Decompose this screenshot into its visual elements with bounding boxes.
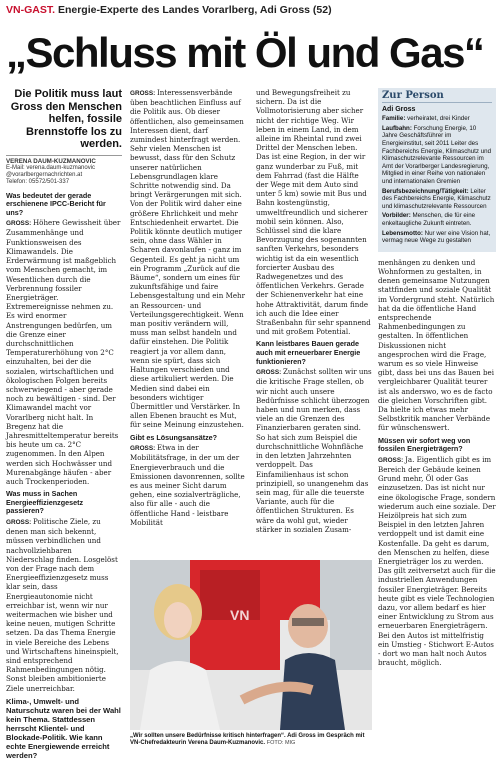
answer	[130, 88, 246, 430]
photo-caption	[130, 733, 372, 755]
kicker	[6, 4, 496, 20]
question: Klima-, Umwelt- und Naturschutz waren bei der Wahl kein Thema. Stattdessen herrscht Klientel- und Blockade-Politik. Wie kann echte Energiewende erreicht werden?	[6, 696, 121, 760]
column-2	[130, 88, 246, 550]
profile-row	[382, 188, 492, 211]
answer	[6, 517, 122, 693]
profile-row	[382, 125, 492, 186]
answer	[256, 367, 372, 534]
headline: „Schluss mit Öl und Gas“	[6, 29, 484, 76]
profile-row-value: Nur wer eine Vision hat, vermag neue Wege zu gestalten	[382, 229, 491, 245]
column-2-body	[130, 88, 246, 527]
answer-text: Zunächst sollten wir uns die kritische Frage stellen, ob wir nicht auch unsere Bedürfnisse schlicht überzogen haben und nun merken, dass viele an die Grenzen des Finanzierbaren geraten sind. So hat sich zum Beispiel die durchschnittliche Wohnfläche in den letzten Jahrzehnten verdoppelt. Das Einfamilienhaus ist schon prinzipiell, so unangenehm das sein mag, für alle die teuerste Variante, auch für die öffentlichen Strukturen. Es wäre da wohl gut, wieder stärker in sozialen Zusam-	[256, 367, 372, 534]
profile-row-key: Berufsbezeichnung/Tätigkeit:	[382, 187, 471, 195]
answer	[378, 455, 496, 668]
column-1	[6, 88, 122, 760]
answer-text: Politische Ziele, zu denen man sich bekennt, müssen verbindlichen und nachvollziehbaren Niederschlag finden. Losgelöst von der Frage nach dem Energieeffizienzgesetz muss klar sein, dass Energieautonomie nicht erreichbar ist, wenn wir nur weitermachen wie bisher und keine neuen, mutigen Schritte setzen. Da das Thema Energie in viele Bereiche des Lebens und Wirtschaftens hineinspielt, sind entsprechend Rahmenbedingungen nötig. Sonst bleiben ambitionierte Ziele unerreichbar.	[6, 516, 119, 693]
speaker-label: GROSS:	[130, 90, 157, 97]
photo-bg-text: VN	[230, 607, 250, 623]
author-email[interactable]: E-Mail: verena.daum-kuzmanovic @vorarlbergernachrichten.at	[6, 164, 96, 178]
answer	[130, 443, 246, 527]
profile-title: Zur Person	[382, 92, 492, 103]
column-1-body	[6, 192, 122, 760]
profile-rows	[382, 115, 492, 245]
column-4	[378, 88, 496, 753]
profile-box	[378, 88, 496, 252]
author-name: VERENA DAUM-KUZMANOVIC	[6, 157, 96, 165]
question: Müssen wir sofort weg von fossilen Energieträgern?	[378, 435, 471, 454]
interview-photo	[130, 560, 372, 730]
question: Gibt es Lösungsansätze?	[130, 432, 218, 442]
caption-credit: FOTO: MIG	[266, 740, 296, 746]
answer-text: Etwa in der Mobilitätsfrage, in der um der Energieverbrauch und die Emissionen davonrennen, sollte es aus meiner Sicht darum gehen, eine sozialverträgliche, also für alle - auch die öffentliche Hand - leistbare Mobilität	[130, 443, 245, 527]
kicker-tag: VN-GAST.	[6, 4, 56, 16]
profile-row-value: Menschen, die für eine enkeltaugliche Zukunft eintreten.	[382, 212, 476, 227]
profile-row-value: Forschung Energie, 10 Jahre Geschäftsführer im Energieinstitut, seit 2011 Leiter des Fachbereichs Energie, Klimaschutz und Klimaschutzrelevante Ressourcen im Amt der Vorarlberger Landesregierung, Mitglied in einer Reihe von nationalen und internationalen Gremien	[382, 124, 492, 185]
caption-text: „Wir sollten unsere Bedürfnisse kritisch hinterfragen“. Adi Gross im Gespräch mit VN-Chefredakteurin Verena Daum-Kuzmanovic.	[130, 733, 365, 746]
profile-row-key: Vorbilder:	[382, 212, 413, 220]
answer-text: Höhere Gewissheit über Zusammenhänge und Funktionsweisen des Klimawandels. Die Erderwärmung ist maßgeblich vom Menschen gemacht, im Wesentlichen durch die Verbrennung fossiler Energieträger. Extremereignisse nehmen zu. Es wird enormer Anstrengungen bedürfen, um die Grenze einer durchschnittlichen Temperaturerhöhung von 2°C einzuhalten, bei der die sozialen, wirtschaftlichen und ökologischen Folgen bereits schwerwiegend - aber gerade noch zu bewältigen - sind. Der Klimawandel macht vor Vorarlberg nicht halt. In Bregenz hat die Jahresmitteltemperatur bereits bis heute um ca. 2°C zugenommen. In den Alpen werden sich Hochwässer und Murenabgänge häufen - aber auch Trockenperioden.	[6, 218, 121, 486]
answer-text: Ja. Eigentlich gibt es im Bereich der Gebäude keinen Grund mehr, Öl oder Gas einzusetzen. Das ist nicht nur eine ökologische Frage, sondern wiederum auch eine soziale. Der Heizölpreis hat sich zum Beispiel in den letzten Jahren verdoppelt und ist damit eine Kostenfalle. Da geht es darum, den Menschen zu helfen, diese Energieträger los zu werden. Das gilt zeitversetzt auch für die industriellen Anwendungen fossiler Energieträger. Bereits heute gibt es viele Technologien dazu, vor allem bedarf es hier einer Entwicklung zu Strom aus erneuerbaren Energieträgern. Bei den Autos ist mittelfristig ein Umstieg - Stichwort E-Autos - dort wo man halt noch Autos braucht, möglich.	[378, 454, 496, 668]
answer	[6, 218, 122, 486]
column-3	[256, 88, 372, 550]
speaker-label: GROSS:	[6, 518, 33, 526]
column-3-body	[256, 88, 372, 534]
profile-row	[382, 115, 492, 123]
profile-row-key: Lebensmotto:	[382, 229, 425, 237]
answer-text: Interessensverbände üben beachtlichen Einfluss auf die Politik aus. Ob dieser öffentlichen, also gemeinsamen Interessen dient, darf zumindest hinterfragt werden. Sehr vielen Menschen ist bewusst, dass für den Schutz unserer natürlichen Lebensgrundlagen klare Schritte notwendig sind. Da bringt Verärgerungen mit sich. Von der Politik wird daher eine größere Ehrlichkeit und mehr Entschiedenheit erwartet. Die Politik könnte deutlich mutiger sein, ohne dass Wähler in Scharen davonlaufen - ganz im Gegenteil. Es geht ja nicht um ein Programm „Zurück auf die Bäume“, sondern um eines für zukunftsfähige und faire Lebensgestaltung und ein Mehr an Ressourcen- und Verteilungsgerechtigkeit. Wenn man positiv verändern will, muss man selbst handeln und dafür einstehen. Die Politik reagiert ja vor allem dann, wenn sie spürt, dass sich Haltungen verschieden und diese artikuliert werden. Die Medien sind dabei ein besonders wichtiger Übermittler und Verstärker. In allen Ebenen braucht es Mut, für seine Meinung einzustehen.	[130, 88, 246, 430]
author-phone: Telefon: 05572/501-337	[6, 178, 70, 185]
profile-name: Adi Gross	[382, 105, 416, 113]
profile-row-value: Leiter des Fachbereichs Energie, Klimaschutz und klimaschutzrelevante Ressourcen	[382, 187, 491, 210]
speaker-label: GROSS:	[256, 369, 283, 377]
profile-row-key: Laufbahn:	[382, 124, 414, 132]
paragraph: menhängen zu denken und Wohnformen zu gestalten, in denen gemeinsame Nutzungen stattfinden und soziale Qualität im Vordergrund steht. Natürlich hat da die öffentliche Hand entsprechende Rahmenbedingungen zu gestalten. In öffentlichen Diskussionen nicht angesprochen wird die Frage, warum es so viele Hinweise gibt, dass bei uns das Bauen bei vergleichbarer Qualität teurer ist als anderswo, wo es de facto die gleichen Vorschriften gibt. Da hielte ich etwas mehr Selbstkritik mancher Verbände für wünschenswert.	[378, 257, 495, 433]
profile-row-value: verheiratet, drei Kinder	[407, 115, 470, 123]
speaker-label: GROSS:	[130, 445, 157, 453]
paragraph: und Bewegungsfreiheit zu sichern. Da ist die Vollmotorisierung aber sicher nicht der richtige Weg. Wir leben in einem Land, in dem alleine im Rheintal rund zwei Drittel der Menschen leben. Das ist eine Region, in der wir ganz wunderbar zu Fuß, mit dem Fahrrad (fast die Hälfte der Wege mit dem Auto sind unter 5 km) sowie mit Bus und Bahn kostengünstig, umweltfreundlich und sicherer mobil sein können. Also, Schlüssel sind die klare Bevorzugung des sogenannten sanften Verkehrs, besonders wichtig ist da ein wesentlich forcierter Ausbau des Radwegenetzes und des öffentlichen Verkehrs. Gerade der Schienenverkehr hat eine hohe Attraktivität, darum finde ich auch die Idee einer Straßenbahn für sehr spannend und mit großem Potential.	[256, 88, 371, 337]
profile-row	[382, 230, 492, 245]
column-4-body	[378, 258, 496, 668]
question: Was bedeutet der gerade erschienene IPCC-Bericht für uns?	[6, 190, 106, 217]
photo-illustration	[130, 560, 372, 730]
author-box	[6, 155, 122, 186]
question: Kann leistbares Bauen gerade auch mit erneuerbarer Energie funktionieren?	[256, 339, 361, 366]
question: Was muss in Sachen Energieeffizienzgesetz passieren?	[6, 489, 84, 516]
kicker-text: Energie-Experte des Landes Vorarlberg, Adi Gross (52)	[57, 4, 332, 16]
profile-row-key: Familie:	[382, 115, 408, 123]
lede: Die Politik muss laut Gross den Menschen helfen, fossile Brennstoffe los zu werden.	[10, 88, 122, 150]
speaker-label: GROSS:	[6, 220, 33, 228]
speaker-label: GROSS:	[378, 456, 405, 464]
profile-row	[382, 212, 492, 227]
